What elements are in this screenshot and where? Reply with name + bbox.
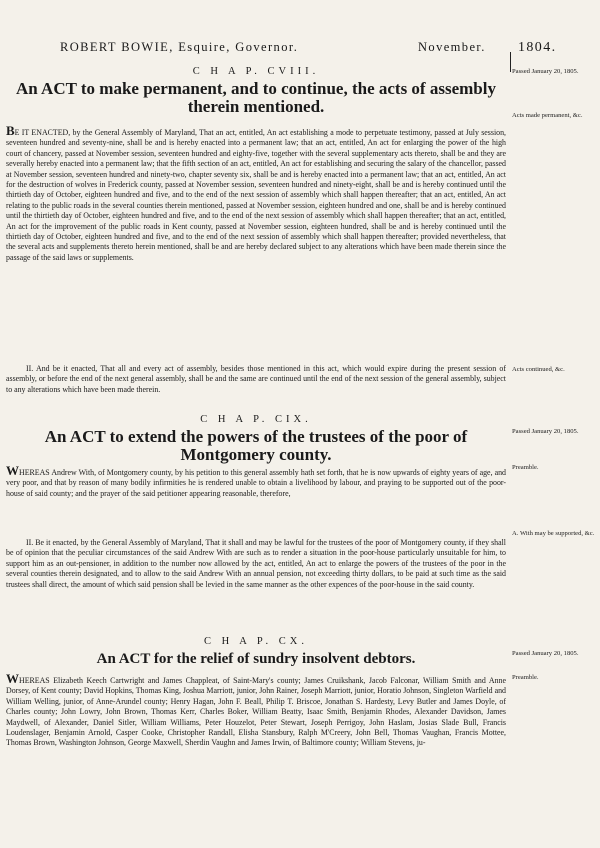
margin-date: Passed January 20, 1805.: [512, 650, 579, 657]
margin-note: Acts made permanent, &c.: [512, 112, 583, 119]
column-rule: [510, 52, 511, 72]
margin-note: Preamble.: [512, 674, 539, 681]
act-title: An ACT to extend the powers of the trustees of the poor of Montgomery county.: [44, 427, 468, 464]
chapter-heading: C H A P. CIX.: [200, 414, 312, 425]
section-text: WHEREAS Andrew With, of Montgomery county, by his petition to this general assembly hath set forth, that he is now upwards of eighty years of age, and very poor, and that by reason of many bodily infirmities he is rendered unable to obtain a livelihood by labour, and praying to be supported out of the poor-house of said county; and the prayer of the said petitioner appearing reasonable, therefore,: [6, 463, 506, 498]
section-text: WHEREAS Elizabeth Keech Cartwright and James Chappleat, of Saint-Mary's county; James Cruikshank, Jacob Falconar, William Smith and Anne Dorsey, of Kent county; David Hopkins, Thomas King, Joshua Marriott, junior, John Rainer, Joseph Marriott, junior, Horatio Johnson, Singleton Warfield and William Welling, junior, of Anne-Arundel county; Henry Hagan, John F. Beall, Philip T. Briscoe, Jonathan S. Hardesty, Levy Butler and James Doyle, of Charles county; John Lowry, John Brown, Thomas Kerr, Charles Boker, William Beatty, Isaac Smith, Benjamin Rhodes, Alexander Davidson, James Maydwell, of Alexander, Daniel Sitler, William Williams, Peter Houzelot, Peter Stewart, Joseph Perrigoy, John Haslam, Josias Slade Bull, Francis Loudenslager, Benjamin Arnold, Casper Cooke, Christopher Randall, Elisha Stansbury, Ralph M'Creery, John Bell, Thomas Vaughan, Francis Mottee, Thomas Brown, Washington Johnson, George Maxwell, Sherdin Vaughn and James Irwin, of Baltimore county; William Stevens, ju-: [6, 671, 506, 748]
section-text: BE IT ENACTED, by the General Assembly of Maryland, That an act, entitled, An act establishing a mode to perpetuate testimony, passed at July session, seventeen hundred and seventy-nine, shall be and is hereby enacted into a permanent law; that an act, entitled, An act for enlarging the power of the high court of chancery, passed at November session, seventeen hundred and eighty-five, together with the several supplementary acts thereto, shall be and they are severally hereby enacted into a permanent law; that the fifth section of an act, entitled, An act for establishing and securing the salary of the chancellor, passed at November session, seventeen hundred and ninety-two, chapter seventy six, shall be and is hereby enacted into a permanent law; that an act, entitled, An act for the destruction of wolves in Frederick county, passed at November session, seventeen hundred and ninety-eight, shall be and is hereby continued until the thirtieth day of October, eighteen hundred and five, and to the end of the next session of assembly which shall happen thereafter; that an act, entitled, An act relating to the public roads in the several counties therein mentioned, passed at November session, eighteen hundred and one, shall be and is hereby continued until the thirtieth day of October, eighteen hundred and five, and to the end of the next session of assembly which shall happen thereafter; that an act, entitled, An act for the improvement of the public roads in Kent county, passed at November session, eighteen hundred, shall be and is hereby continued until the thirtieth day of October, eighteen hundred and five, and to the end of the next session of assembly which shall happen thereafter; provided nevertheless, that the several acts and supplements thereto herein mentioned, shall be and are hereby declared subject to any alterations which have been made therein since the passage of the said laws or supplements.: [6, 123, 506, 262]
act-title: An ACT to make permanent, and to continue, the acts of assembly therein mentioned.: [16, 79, 496, 116]
margin-date: Passed January 20, 1805.: [512, 428, 579, 435]
margin-note: Preamble.: [512, 464, 539, 471]
margin-date: Passed January 20, 1805.: [512, 68, 579, 75]
section-text: II. Be it enacted, by the General Assembly of Maryland, That it shall and may be lawful for the trustees of the poor of Montgomery county, if they shall be of opinion that the peculiar circumstances of the said Andrew With are such as to render a situation in the poor-house particularly unsuitable for him, to support him as an out-pensioner, in addition to the number now allowed by the act, entitled, An act to enlarge the powers of the trustees of the poor in the several counties therein designated, and to allow to the said Andrew With an annual pension, not exceeding thirty dollars, to be paid at such time as the said trustees shall direct, the amount of which said pension shall be levied in the same manner as the other expences of the poor-house in the said county.: [6, 538, 506, 589]
running-title: ROBERT BOWIE, Esquire, Governor.: [60, 40, 299, 54]
section-text: II. And be it enacted, That all and every act of assembly, besides those mentioned in this act, which would expire during the present session of assembly, or before the end of the next general assembly, shall be and the same are continued until the end of the next session of the general assembly, subject to any alterations which have been made therein.: [6, 364, 506, 394]
act-title: An ACT for the relief of sundry insolvent debtors.: [96, 651, 416, 667]
margin-note: A. With may be supported, &c.: [512, 530, 595, 537]
chapter-heading: C H A P. CX.: [203, 636, 309, 647]
header-year: 1804.: [518, 40, 557, 55]
header-month: November.: [418, 40, 486, 54]
chapter-heading: C H A P. CVIII.: [192, 66, 320, 77]
margin-note: Acts continued, &c.: [512, 366, 565, 373]
